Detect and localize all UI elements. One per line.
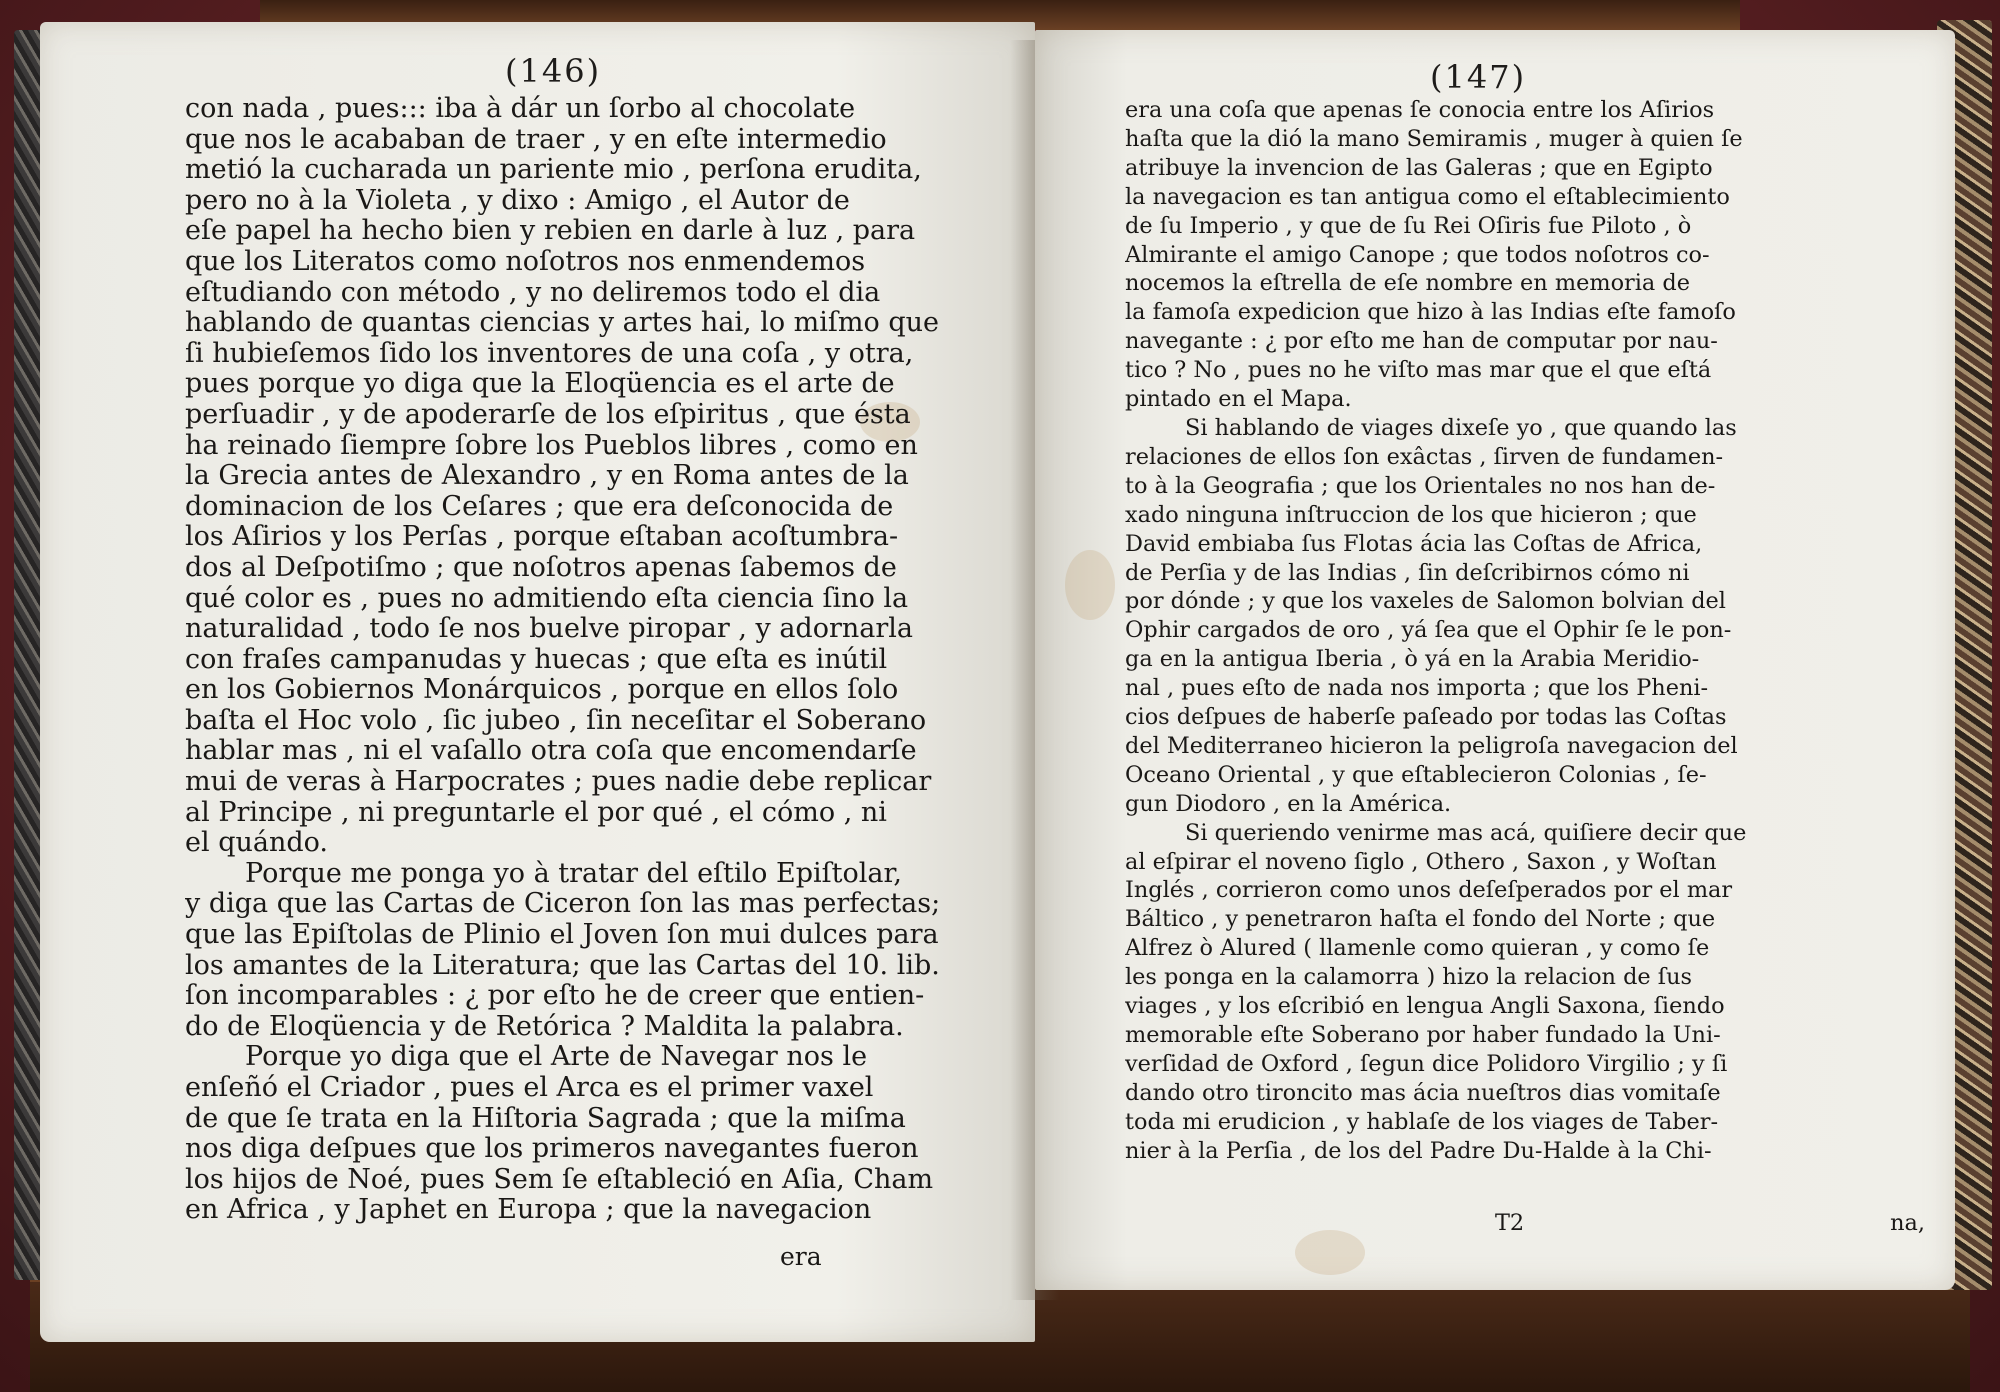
text-line: Si hablando de viages dixeſe yo , que quando las: [1185, 414, 1737, 441]
text-line: mui de veras à Harpocrates ; pues nadie debe replicar: [185, 767, 932, 798]
page-number: (146): [505, 52, 602, 90]
text-line: pues porque yo diga que la Eloqüencia es el arte de: [185, 369, 895, 400]
right-page: [1035, 30, 1955, 1290]
text-line: en los Gobiernos Monárquicos , porque en ellos ſolo: [185, 675, 899, 706]
text-line: David embiaba ſus Flotas ácia las Coſtas de Africa,: [1125, 530, 1703, 557]
text-line: Porque me ponga yo à tratar del eſtilo Epiſtolar,: [245, 858, 902, 889]
text-line: pero no à la Violeta , y dixo : Amigo , el Autor de: [185, 185, 850, 216]
text-line: los Aſirios y los Perſas , porque eſtaban acoſtumbra-: [185, 522, 899, 553]
text-line: con fraſes campanudas y huecas ; que eſta es inútil: [185, 644, 888, 675]
text-line: dominacion de los Ceſares ; que era deſconocida de: [185, 491, 894, 522]
text-line: enſeñó el Criador , pues el Arca es el primer vaxel: [185, 1073, 874, 1103]
text-line: nal , pues eſto de nada nos importa ; que los Pheni-: [1125, 675, 1709, 702]
text-line: les ponga en la calamorra ) hizo la relacion de ſus: [1125, 964, 1692, 991]
text-line: el quándo.: [185, 828, 329, 859]
text-line: haſta que la dió la mano Semiramis , muger à quien ſe: [1125, 125, 1743, 152]
text-line: dos al Deſpotiſmo ; que noſotros apenas ſabemos de: [185, 552, 897, 583]
signature-mark: T2: [1495, 1210, 1525, 1236]
text-line: pintado en el Mapa.: [1125, 386, 1352, 413]
text-line: nocemos la eſtrella de eſe nombre en memoria de: [1125, 270, 1690, 297]
text-line: que las Epiſtolas de Plinio el Joven ſon mui dulces para: [185, 920, 939, 951]
page-text: [185, 94, 990, 1226]
text-line: que los Literatos como noſotros nos enmendemos: [185, 246, 866, 277]
catchword: na,: [1890, 1210, 1925, 1236]
text-line: eſe papel ha hecho bien y rebien en darle à luz , para: [185, 216, 916, 247]
text-line: Báltico , y penetraron haſta el fondo del Norte ; que: [1125, 906, 1716, 933]
text-line: ga en la antigua Iberia , ò yá en la Arabia Meridio-: [1125, 646, 1700, 673]
text-line: era una coſa que apenas ſe conocia entre los Aſirios: [1125, 97, 1715, 123]
text-line: navegante : ¿ por eſto me han de computar por nau-: [1125, 328, 1718, 355]
text-line: metió la cucharada un pariente mio , perſona erudita,: [185, 155, 922, 186]
text-line: Almirante el amigo Canope ; que todos noſotros co-: [1125, 241, 1710, 268]
catchword: era: [780, 1242, 822, 1271]
text-line: relaciones de ellos ſon exâctas , ſirven de fundamen-: [1125, 443, 1724, 470]
text-line: en Africa , y Japhet en Europa ; que la navegacion: [185, 1195, 872, 1226]
text-line: Ophir cargados de oro , yá ſea que el Ophir ſe le pon-: [1125, 617, 1732, 644]
text-line: eſtudiando con método , y no deliremos todo el dia: [185, 277, 881, 308]
text-line: baſta el Hoc volo , ſic jubeo , ſin neceſitar el Soberano: [185, 705, 927, 736]
paper-stain: [1065, 550, 1115, 620]
text-line: los amantes de la Literatura; que las Cartas del 10. lib.: [185, 950, 940, 981]
page-text: [1125, 96, 1925, 1166]
text-line: gun Diodoro , en la América.: [1125, 790, 1452, 817]
text-line: del Mediterraneo hicieron la peligroſa navegacion del: [1125, 732, 1738, 759]
text-line: con nada , pues::: iba à dár un ſorbo al chocolate: [185, 94, 856, 124]
text-line: ha reinado ſiempre ſobre los Pueblos libres , como en: [185, 430, 918, 461]
text-line: ſi hubieſemos ſido los inventores de una coſa , y otra,: [185, 338, 914, 369]
page-number: (147): [1430, 58, 1527, 96]
text-line: qué color es , pues no admitiendo eſta ciencia ſino la: [185, 583, 909, 614]
text-line: de Perſia y de las Indias , ſin deſcribirnos cómo ni: [1125, 559, 1690, 586]
text-line: Alfrez ò Alured ( llamenle como quieran , y como ſe: [1125, 935, 1710, 962]
text-line: atribuye la invencion de las Galeras ; que en Egipto: [1125, 154, 1713, 181]
text-line: toda mi erudicion , y hablaſe de los viages de Taber-: [1125, 1108, 1719, 1135]
text-line: verſidad de Oxford , ſegun dice Polidoro Virgilio ; y ſi: [1125, 1050, 1728, 1077]
text-line: al eſpirar el noveno ſiglo , Othero , Saxon , y Woſtan: [1125, 848, 1717, 875]
text-line: Inglés , corrieron como unos deſeſperados por el mar: [1125, 877, 1733, 904]
text-line: Si queriendo venirme mas acá, quiſiere decir que: [1185, 819, 1747, 846]
text-line: y diga que las Cartas de Ciceron ſon las mas perfectas;: [185, 889, 941, 920]
text-line: nos diga deſpues que los primeros navegantes fueron: [185, 1134, 919, 1165]
page-footer: [1125, 1210, 1925, 1236]
text-line: que nos le acababan de traer , y en eſte intermedio: [185, 124, 887, 155]
text-line: los hijos de Noé, pues Sem ſe eſtableció en Aſia, Cham: [185, 1164, 934, 1195]
text-line: viages , y los eſcribió en lengua Angli Saxona, ſiendo: [1125, 993, 1725, 1020]
text-line: perſuadir , y de apoderarſe de los eſpiritus , que ésta: [185, 399, 911, 430]
text-line: por dónde ; y que los vaxeles de Salomon bolvian del: [1125, 588, 1726, 615]
text-line: dando otro tironcito mas ácia nueſtros dias vomitaſe: [1125, 1079, 1721, 1106]
text-line: xado ninguna inſtruccion de los que hicieron ; que: [1125, 501, 1697, 528]
text-line: cios deſpues de haberſe paſeado por todas las Coſtas: [1125, 704, 1727, 731]
text-line: la famoſa expedicion que hizo à las Indias eſte famoſo: [1125, 299, 1736, 326]
text-line: al Principe , ni preguntarle el por qué , el cómo , ni: [185, 797, 887, 828]
left-page: [40, 22, 1035, 1342]
text-line: ſon incomparables : ¿ por eſto he de creer que entien-: [185, 981, 925, 1012]
text-line: Porque yo diga que el Arte de Navegar nos le: [245, 1042, 868, 1073]
paper-stain: [1295, 1230, 1365, 1275]
text-line: hablar mas , ni el vaſallo otra coſa que encomendarſe: [185, 736, 917, 767]
text-line: nier à la Perſia , de los del Padre Du-Halde à la Chi-: [1125, 1137, 1712, 1164]
text-line: la Grecia antes de Alexandro , y en Roma antes de la: [185, 461, 909, 492]
text-line: la navegacion es tan antigua como el eſtablecimiento: [1125, 183, 1730, 210]
text-line: de ſu Imperio , y que de ſu Rei Oſiris fue Piloto , ò: [1125, 212, 1692, 239]
text-line: do de Eloqüencia y de Retórica ? Maldita la palabra.: [185, 1011, 904, 1042]
text-line: naturalidad , todo ſe nos buelve piropar , y adornarla: [185, 614, 913, 645]
text-line: to à la Geografia ; que los Orientales no nos han de-: [1125, 472, 1716, 499]
text-line: de que ſe trata en la Hiſtoria Sagrada ; que la miſma: [185, 1103, 906, 1134]
text-line: hablando de quantas ciencias y artes hai, lo miſmo que: [185, 308, 940, 339]
text-line: tico ? No , pues no he viſto mas mar que el que eſtá: [1125, 357, 1712, 384]
text-line: Oceano Oriental , y que eſtablecieron Colonias , ſe-: [1125, 761, 1707, 788]
text-line: memorable eſte Soberano por haber fundado la Uni-: [1125, 1022, 1721, 1048]
